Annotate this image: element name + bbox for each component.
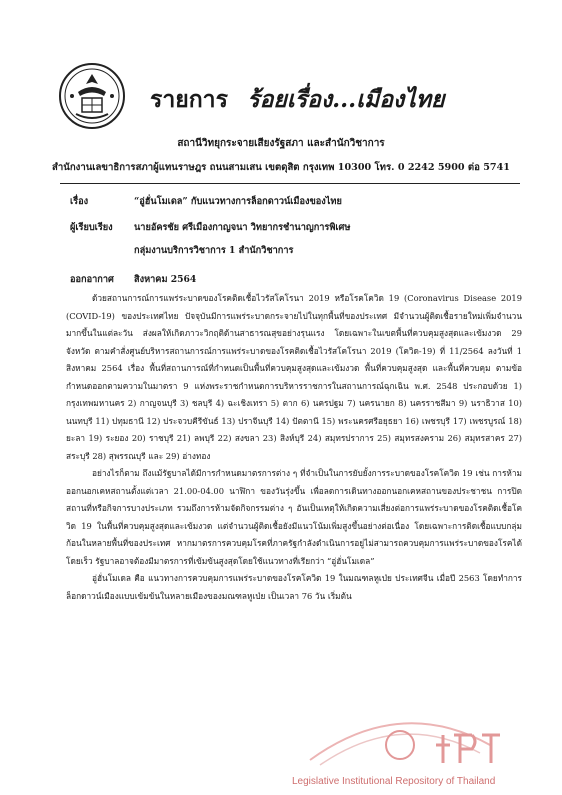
article-body — [66, 290, 522, 605]
agency-address: สำนักงานเลขาธิการสภาผู้แทนราษฎร ถนนสามเสน เขตดุสิต กรุงเทพ 10300 โทร. 0 2242 5900 ต่อ 5741 — [52, 162, 510, 173]
paragraph: อู่ฮั่นโมเดล คือ แนวทางการควบคุมการแพร่ระบาดของโรคโควิด 19 ในมณฑลหูเป่ย ประเทศจีน เมื่อปี 2563 โดยทำการล็อกดาวน์เมืองแบบเข้มข้นในหลายเมืองของมณฑลหูเป่ย เป็นเวลา 76 วัน เริ่มต้น — [66, 573, 522, 601]
parliament-emblem-icon — [58, 62, 126, 130]
header-divider — [60, 183, 520, 184]
broadcast-label: ออกอากาศ — [70, 274, 114, 285]
program-label: รายการ — [150, 86, 228, 113]
broadcast-value: สิงหาคม 2564 — [134, 274, 197, 285]
author-value: นายอัครชัย ศรีเมืองกาญจนา วิทยากรชำนาญการพิเศษ — [134, 222, 351, 233]
paragraph: ด้วยสถานการณ์การแพร่ระบาดของโรคติดเชื้อไวรัสโคโรนา 2019 หรือโรคโควิด 19 (Coronavirus Disease 2019 (COVID-19) ของประเทศไทย ปัจจุบันมีการแพร่ระบาดกระจายไปในทุกพื้นที่ของประเทศ มีจำนวนผู้ติดเชื้อรายใหม่เพิ่มจำนวนมากขึ้นในแต่ละวัน ส่งผลให้เกิดภาวะวิกฤติด้านสาธารณสุขอย่างรุนแรง โดยเฉพาะในเขตพื้นที่ควบคุมสูงสุดและเข้มงวด 29 จังหวัด ตามคำสั่งศูนย์บริหารสถานการณ์การแพร่ระบาดของโรคติดเชื้อไวรัสโคโรนา 2019 (โควิด-19) ที่ 11/2564 ลงวันที่ 1 สิงหาคม 2564 เรื่อง พื้นที่สถานการณ์ที่กำหนดเป็นพื้นที่ควบคุมสูงสุดและเข้มงวด พื้นที่ควบคุมสูงสุด และพื้นที่ควบคุม ตามข้อกำหนดออกตามความในมาตรา 9 แห่งพระราชกำหนดการบริหารราชการในสถานการณ์ฉุกเฉิน พ.ศ. 2548 ประกอบด้วย 1) กรุงเทพมหานคร 2) กาญจนบุรี 3) ชลบุรี 4) ฉะเชิงเทรา 5) ตาก 6) นครปฐม 7) นครนายก 8) นครราชสีมา 9) นราธิวาส 10) นนทบุรี 11) ปทุมธานี 12) ประจวบคีรีขันธ์ 13) ปราจีนบุรี 14) ปัตตานี 15) พระนครศรีอยุธยา 16) เพชรบุรี 17) เพชรบูรณ์ 18) ยะลา 19) ระยอง 20) ราชบุรี 21) ลพบุรี 22) สงขลา 23) สิงห์บุรี 24) สมุทรปราการ 25) สมุทรสงคราม 26) สมุทรสาคร 27) สระบุรี 28) สุพรรณบุรี และ 29) อ่างทอง — [66, 293, 522, 461]
subject-value: “อู่ฮั่นโมเดล” กับแนวทางการล็อกดาวน์เมืองของไทย — [134, 196, 342, 207]
agency-name: สถานีวิทยุกระจายเสียงรัฐสภา และสำนักวิชาการ — [177, 138, 385, 149]
program-title — [150, 82, 444, 118]
author-label: ผู้เรียบเรียง — [70, 222, 113, 233]
division-value: กลุ่มงานบริการวิชาการ 1 สำนักวิชาการ — [134, 245, 294, 256]
subject-label: เรื่อง — [70, 196, 89, 207]
paragraph: อย่างไรก็ตาม ถึงแม้รัฐบาลได้มีการกำหนดมาตรการต่าง ๆ ที่จำเป็นในการยับยั้งการระบาดของโรคโควิด 19 เช่น การห้ามออกนอกเคหสถานตั้งแต่เวลา 21.00-04.00 นาฬิกา ของวันรุ่งขึ้น เพื่อลดการเดินทางออกนอกเคหสถานของประชาชน การปิดสถานที่หรือกิจการบางประเภท รวมถึงการห้ามจัดกิจกรรมต่าง ๆ อันเป็นเหตุให้เกิดความเสี่ยงต่อการแพร่ระบาดของโรคติดเชื้อโควิด 19 ในพื้นที่ควบคุมสูงสุดและเข้มงวด แต่จำนวนผู้ติดเชื้อยังมีแนวโน้มเพิ่มสูงขึ้นอย่างต่อเนื่อง โดยเฉพาะการติดเชื้อแบบกลุ่มก้อนในหลายพื้นที่ของประเทศ หากมาตรการควบคุมโรคที่ภาครัฐกำลังดำเนินการอยู่ไม่สามารถควบคุมการแพร่ระบาดของโรคได้โดยเร็ว รัฐบาลอาจต้องมีมาตรการที่เข้มข้นสูงสุดโดยใช้แนวทางที่เรียกว่า “อู่ฮั่นโมเดล” — [66, 468, 522, 566]
watermark-text: Legislative Institutional Repository of Thailand — [292, 776, 496, 787]
program-name: ร้อยเรื่อง...เมืองไทย — [247, 86, 445, 113]
